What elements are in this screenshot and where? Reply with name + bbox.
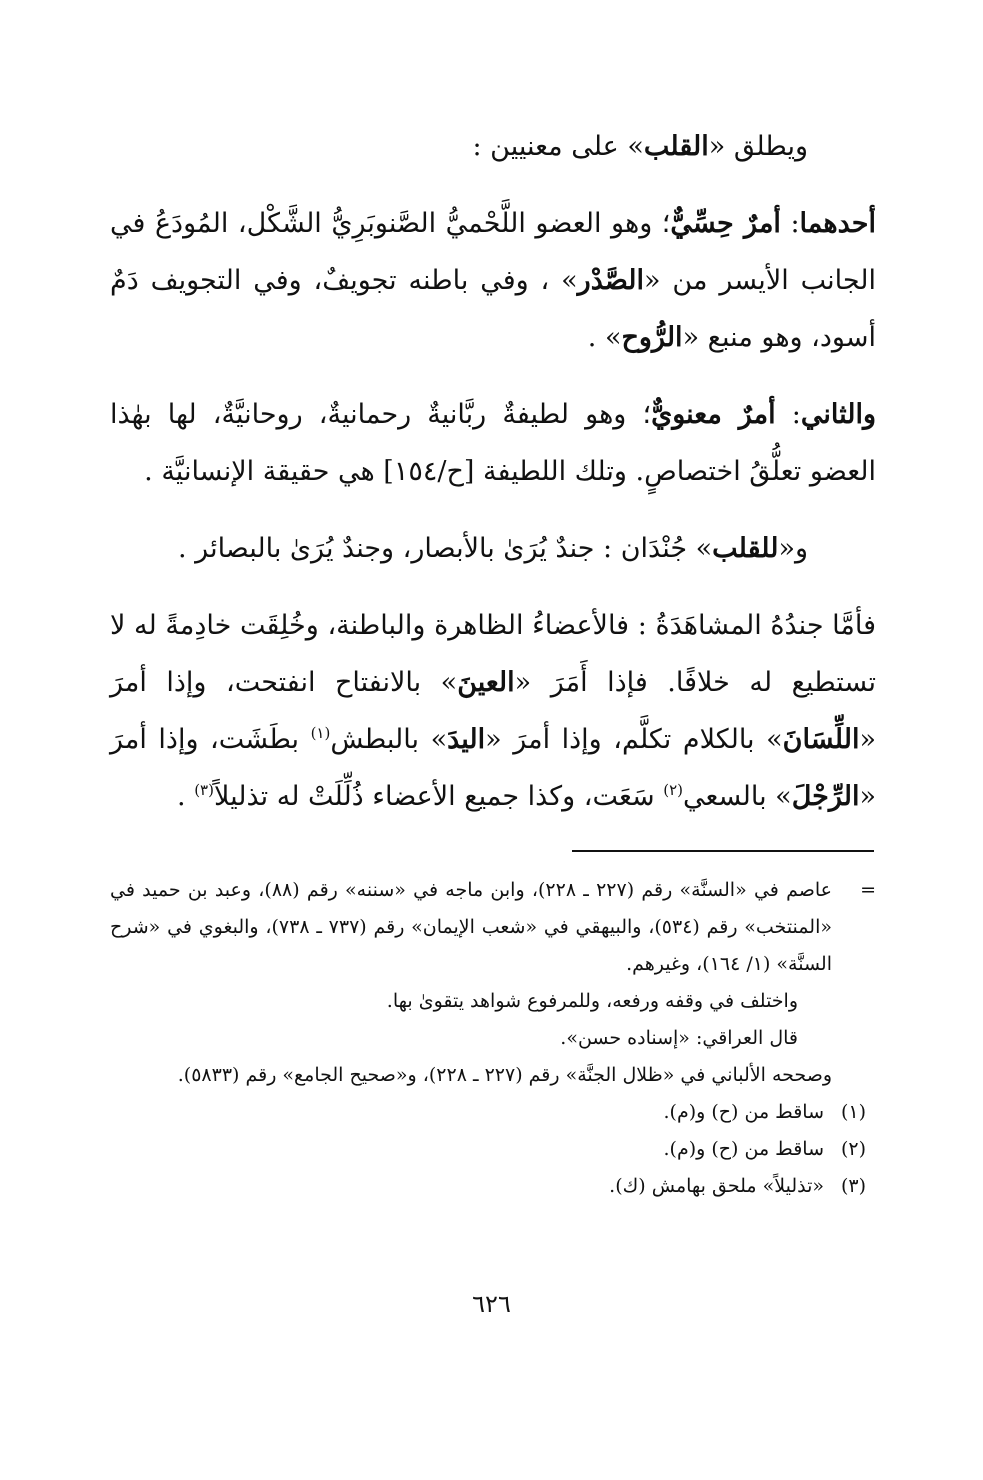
footnote-number: (١): [840, 1101, 866, 1123]
footnote-number: (٣): [840, 1175, 866, 1197]
footnote-ref: (٣): [194, 781, 214, 799]
page-number: ٦٢٦: [472, 1290, 511, 1318]
bold-term: أمرٌ حِسِّيٌّ: [670, 208, 781, 239]
bold-term: أمرٌ معنويٌّ: [651, 399, 776, 430]
main-text: [110, 118, 876, 845]
paragraph-soldiers: [110, 520, 876, 577]
bold-term: الرِّجْلَ: [791, 781, 860, 812]
continuation-marker: =: [860, 879, 876, 901]
bold-term: والثاني: [800, 399, 876, 430]
footnote-item: [110, 1168, 876, 1205]
bold-term: اللِّسَانَ: [782, 724, 860, 755]
footnote-separator: [572, 850, 874, 852]
footnote-text: ساقط من (ح) و(م).: [663, 1138, 824, 1160]
text-run: » بالسعي: [683, 781, 792, 812]
text-run: :: [780, 208, 800, 239]
paragraph-second-meaning: [110, 386, 876, 500]
footnote-item: [110, 1131, 876, 1168]
text-run: ؛ وهو العضو اللَّحْميُّ الصَّنوبَرِيُّ الشَّكْل، المُودَعُ في الجانب الأيسر من «: [110, 208, 877, 296]
text-run: » جُنْدَان : جندٌ يُرَىٰ بالأبصار، وجندٌ يُرَىٰ بالبصائر .: [178, 533, 713, 564]
paragraph-first-meaning: [110, 195, 876, 366]
paragraph-visible-soldiers: [110, 597, 876, 825]
footnote-text: عاصم في «السنَّة» رقم (٢٢٧ ـ ٢٢٨)، وابن ماجه في «سننه» رقم (٨٨)، وعبد بن حميد في «المنتخب» رقم (٥٣٤)، والبيهقي في «شعب الإيمان» رقم (٧٣٧ ـ ٧٣٨)، والبغوي في «شرح السنَّة» (١/ ١٦٤)، وغيرهم.: [110, 879, 833, 975]
footnote-line: [110, 1057, 876, 1094]
footnote-ref: (١): [310, 724, 331, 742]
bold-term: اليدَ: [447, 724, 486, 755]
text-run: » .: [587, 322, 622, 353]
text-run: بطَشَت، وإذا أمرَ «: [110, 724, 876, 812]
footnote-line: واختلف في وقفه ورفعه، وللمرفوع شواهد يتقوىٰ بها.: [386, 990, 798, 1012]
intro-paragraph: [110, 118, 876, 175]
footnote-text: ساقط من (ح) و(م).: [663, 1101, 824, 1123]
text-run: » على معنيين :: [472, 131, 644, 162]
text-run: فأمَّا جندُهُ المشاهَدَةُ : فالأعضاءُ الظاهرة والباطنة، وخُلِقَت خادِمةً له لا تستطيع له خلافًا. فإذا أَمَرَ «: [110, 610, 876, 698]
footnotes: [110, 872, 876, 1205]
text-run: » ، وفي باطنه تجويفٌ، وفي التجويف دَمٌ أسود، وهو منبع «: [110, 265, 876, 353]
text-run: ويطلق «: [708, 131, 808, 162]
bold-term: الرُّوح: [621, 322, 683, 353]
footnote-text: وصححه الألباني في «ظلال الجنَّة» رقم (٢٢٧ ـ ٢٢٨)، و«صحيح الجامع» رقم (٥٨٣٣).: [177, 1064, 832, 1086]
text-run: » بالكلام تكلَّم، وإذا أمرَ «: [485, 724, 783, 755]
text-run: سَعَت، وكذا جميع الأعضاء ذُلِّلَتْ له تذليلاً: [213, 781, 664, 812]
text-run: و«: [778, 533, 808, 564]
text-run: :: [775, 399, 801, 430]
bold-term: الصَّدْر: [577, 265, 645, 296]
bold-term: القلب: [643, 131, 709, 162]
bold-term: العينَ: [457, 667, 515, 698]
footnote-ref: (٢): [663, 781, 684, 799]
footnote-item: [110, 1094, 876, 1131]
footnote-continuation: [110, 872, 876, 983]
bold-term: للقلب: [712, 533, 779, 564]
text-run: » بالانفتاح انفتحت، وإذا أمرَ «: [110, 667, 876, 755]
footnote-line: قال العراقي: «إسناده حسن».: [560, 1027, 798, 1049]
text-run: ؛ وهو لطيفةٌ ربَّانيةٌ رحمانيةٌ، روحانيَّةٌ، لها بهٰذا العضو تعلُّقُ اختصاصٍ. وتلك اللطيفة [ح/١٥٤] هي حقيقة الإنسانيَّة .: [110, 399, 876, 487]
footnote-text: «تذليلاً» ملحق بهامش (ك).: [609, 1175, 824, 1197]
footnote-number: (٢): [840, 1138, 866, 1160]
text-run: » بالبطش: [330, 724, 448, 755]
text-run: .: [177, 781, 195, 812]
bold-term: أحدهما: [799, 208, 876, 239]
